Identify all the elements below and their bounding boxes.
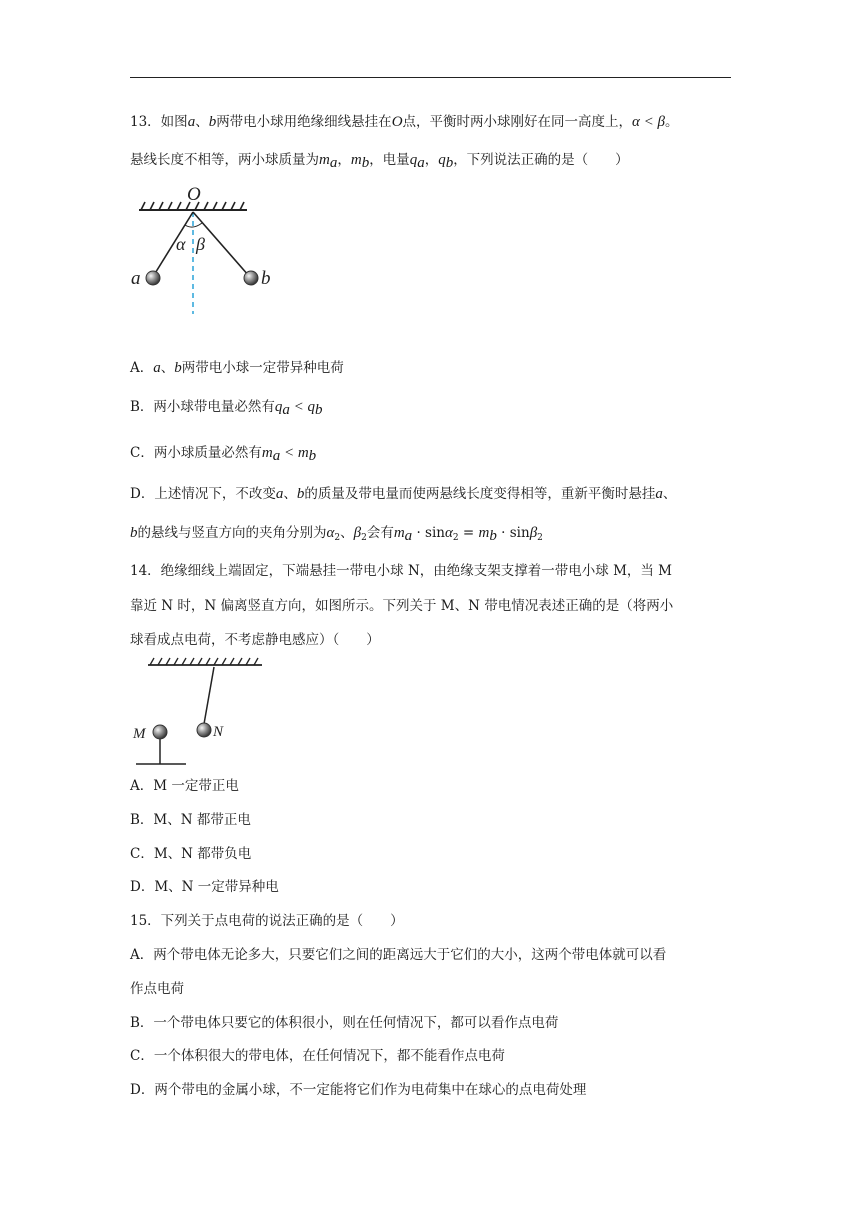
q15-option-d: D．两个带电的金属小球，不一定能将它们作为电荷集中在球心的点电荷处理 bbox=[130, 1082, 587, 1098]
q14-stem-line2: 靠近 N 时，N 偏离竖直方向，如图所示。下列关于 M、N 带电情况表述正确的是（将两小 bbox=[130, 598, 674, 614]
q14-option-b: B．M、N 都带正电 bbox=[130, 812, 251, 828]
label-O: O bbox=[187, 184, 201, 205]
q13-option-d-line2: b的悬线与竖直方向的夹角分别为$\alpha_2$、$\beta_2$会有$m_a \cdot \sin\alpha_2 = m_b \cdot \sin\beta_2$ bbox=[130, 525, 543, 544]
label-beta: β bbox=[196, 234, 205, 254]
q13-stem-line2: 悬线长度不相等，两小球质量为$m_a$，$m_b$，电量$q_a$，$q_b$，下列说法正确的是（ ） bbox=[130, 152, 629, 171]
q15-option-a-line1: A．两个带电体无论多大，只要它们之间的距离远大于它们的大小，这两个带电体就可以看 bbox=[130, 947, 667, 963]
q14-charged-balls-figure bbox=[125, 652, 275, 767]
ball-m bbox=[153, 725, 167, 739]
ball-n bbox=[197, 723, 211, 737]
q14-option-c: C．M、N 都带负电 bbox=[130, 846, 252, 862]
label-M: M bbox=[133, 726, 146, 742]
q13-stem-line1: 13．如图a、b两带电小球用绝缘细线悬挂在O点，平衡时两小球刚好在同一高度上，α < β。 bbox=[130, 114, 679, 130]
q14-option-a: A．M 一定带正电 bbox=[130, 778, 239, 794]
q15-option-a-line2: 作点电荷 bbox=[130, 981, 184, 997]
q13-option-a: A．a、b两带电小球一定带异种电荷 bbox=[130, 360, 344, 376]
q15-option-c: C．一个体积很大的带电体，在任何情况下，都不能看作点电荷 bbox=[130, 1048, 505, 1064]
label-b: b bbox=[261, 268, 271, 289]
q15-stem: 15．下列关于点电荷的说法正确的是（ ） bbox=[130, 913, 404, 929]
string-a bbox=[154, 212, 193, 275]
q13-option-c: C．两小球质量必然有$m_a < m_b$ bbox=[130, 445, 317, 464]
label-N: N bbox=[213, 724, 224, 740]
string-n bbox=[204, 667, 214, 724]
label-a: a bbox=[131, 268, 141, 289]
q14-stem-line3: 球看成点电荷，不考虑静电感应）（ ） bbox=[130, 632, 380, 648]
q13-pendulum-figure bbox=[125, 182, 285, 322]
ceiling-hatching bbox=[150, 658, 258, 665]
header-rule bbox=[130, 77, 731, 78]
q13-option-b: B．两小球带电量必然有$q_a < q_b$ bbox=[130, 399, 323, 418]
q14-option-d: D．M、N 一定带异种电 bbox=[130, 879, 279, 895]
q14-stem-line1: 14．绝缘细线上端固定，下端悬挂一带电小球 N，由绝缘支架支撑着一带电小球 M，当 M bbox=[130, 563, 673, 579]
ball-b bbox=[244, 271, 258, 285]
label-alpha: α bbox=[176, 234, 186, 254]
ball-a bbox=[146, 271, 160, 285]
q13-option-d-line1: D．上述情况下，不改变a、b的质量及带电量而使两悬线长度变得相等，重新平衡时悬挂a、 bbox=[130, 486, 677, 502]
q15-option-b: B．一个带电体只要它的体积很小，则在任何情况下，都可以看作点电荷 bbox=[130, 1015, 559, 1031]
